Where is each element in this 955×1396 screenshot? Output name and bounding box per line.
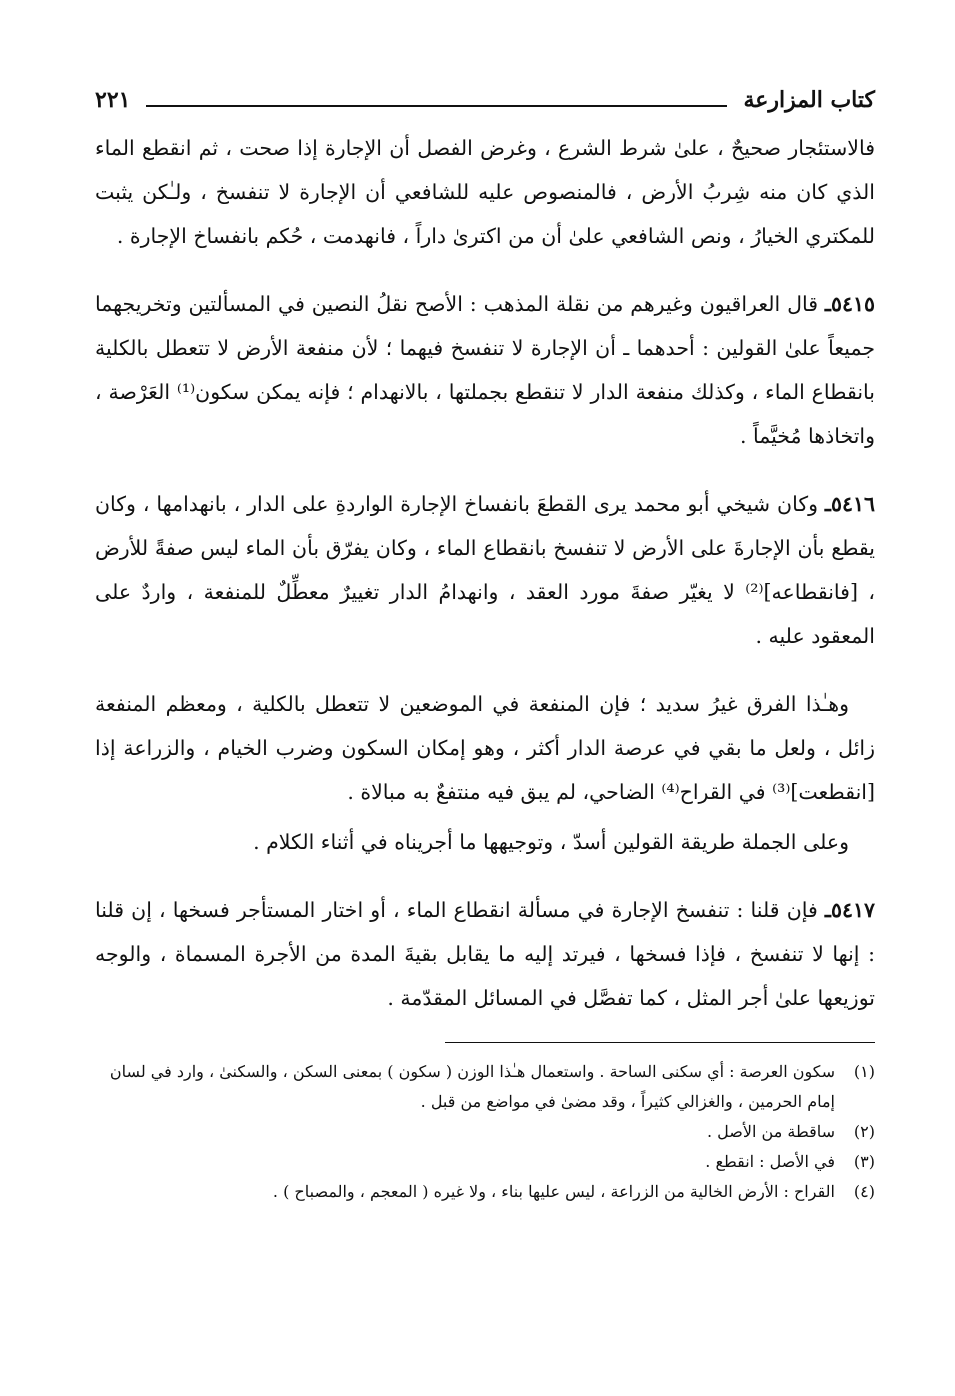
main-text: [95, 126, 875, 1020]
paragraph-text: وهـٰذا الفرق غيرُ سديد ؛ فإن المنفعة في الموضعين لا تتعطل بالكلية ، ومعظم المنفعة زائل ، ولعل ما بقي في عرصة الدار أكثر ، وهو إمكان السكون وضرب الخيام ، والزراعة إذا [انقطعت]⁽³⁾ في القراح⁽⁴⁾ الضاحي، لم يبق فيه منتفعٌ به مبالاة .: [95, 692, 875, 804]
footnote-mark: (١): [853, 1062, 875, 1081]
paragraph-5: [95, 820, 875, 864]
footnote-separator: [445, 1042, 875, 1043]
paragraph-number: ٥٤١٧ـ: [824, 898, 875, 922]
footnote-4: [95, 1177, 875, 1207]
footnote-1: [95, 1057, 875, 1117]
footnote-text: في الأصل : انقطع .: [705, 1152, 835, 1171]
paragraph-text: وعلى الجملة طريقة القولين أسدّ ، وتوجيهها ما أجريناه في أثناء الكلام .: [253, 830, 849, 854]
paragraph-text: فالاستئجار صحيحٌ ، علىٰ شرط الشرع ، وغرض الفصل أن الإجارة إذا صحت ، ثم انقطع الماء الذي كان منه شِربُ الأرض ، فالمنصوص عليه للشافعي أن الإجارة لا تنفسخ ، ولـٰكن يثبت للمكتري الخيارُ ، ونص الشافعي علىٰ أن من اكترىٰ داراً ، فانهدمت ، حُكم بانفساخ الإجارة .: [95, 136, 875, 248]
paragraph-2: [95, 282, 875, 458]
paragraph-6: [95, 888, 875, 1020]
footnote-text: سكون العرصة : أي سكنى الساحة . واستعمال هـٰذا الوزن ( سكون ) بمعنى السكن ، والسكنىٰ ، وارد في لسان إمام الحرمين ، والغزالي كثيراً ، وقد مضىٰ في مواضع من قبل .: [109, 1062, 835, 1111]
footnote-2: [95, 1117, 875, 1147]
footnote-text: القراح : الأرض الخالية من الزراعة ، ليس عليها بناء ، ولا غيره ( المعجم ، والمصباح ) .: [272, 1182, 835, 1201]
page-number: ٢٢١: [95, 87, 131, 113]
footnote-text: ساقطة من الأصل .: [707, 1122, 835, 1141]
footnote-mark: (٢): [853, 1122, 875, 1141]
paragraph-text: وكان شيخي أبو محمد يرى القطعَ بانفساخ الإجارة الواردةِ على الدار ، بانهدامها ، وكان يقطع بأن الإجارةَ على الأرض لا تنفسخ بانقطاع الماء ، وكان يفرّق بأن الماء ليس صفةً للأرض ، [فانقطاعه]⁽²⁾ لا يغيّر صفةَ مورد العقد ، وانهدامُ الدار تغييرٌ معطِّلٌ للمنفعة ، واردٌ على المعقود عليه .: [95, 492, 875, 648]
chapter-title: كتاب المزارعة: [743, 87, 875, 113]
header-rule: [146, 105, 727, 107]
footnote-mark: (٤): [853, 1182, 875, 1201]
running-header: [95, 82, 875, 118]
paragraph-number: ٥٤١٥ـ: [824, 292, 875, 316]
paragraph-number: ٥٤١٦ـ: [824, 492, 875, 516]
book-page: [95, 82, 875, 1207]
footnote-mark: (٣): [853, 1152, 875, 1171]
paragraph-1: [95, 126, 875, 258]
footnotes: [95, 1057, 875, 1207]
paragraph-3: [95, 482, 875, 658]
paragraph-text: فإن قلنا : تنفسخ الإجارة في مسألة انقطاع الماء ، أو اختار المستأجر فسخها ، إن قلنا : إنها لا تنفسخ ، فإذا فسخها ، فيرتد إليه ما يقابل بقيةَ المدة من الأجرة المسماة ، والوجه توزيعها علىٰ أجر المثل ، كما تفصَّل في المسائل المقدّمة .: [95, 898, 875, 1010]
footnote-3: [95, 1147, 875, 1177]
paragraph-4: [95, 682, 875, 814]
paragraph-text: قال العراقيون وغيرهم من نقلة المذهب : الأصح نقلُ النصين في المسألتين وتخريجهما جميعاً علىٰ القولين : أحدهما ـ أن الإجارة لا تنفسخ فيهما ؛ لأن منفعة الأرض لا تتعطل بالكلية بانقطاع الماء ، وكذلك منفعة الدار لا تنقطع بجملتها ، بالانهدام ؛ فإنه يمكن سكون⁽¹⁾ العَرْصة ، واتخاذها مُخيَّماً .: [95, 292, 875, 448]
